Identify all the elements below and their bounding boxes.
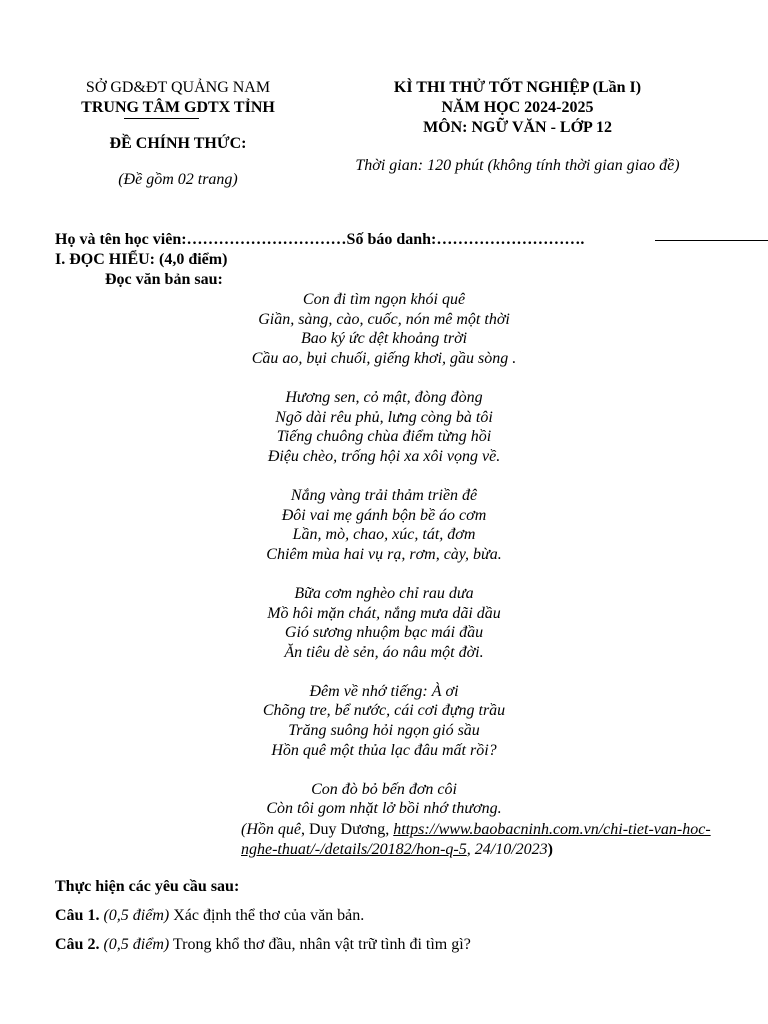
poem-line: Cầu ao, bụi chuối, giếng khơi, gầu sòng . bbox=[251, 349, 517, 367]
question-label: Câu 2. bbox=[55, 936, 100, 953]
poem-line: Con đi tìm ngọn khói quê bbox=[302, 291, 466, 308]
requirements-heading: Thực hiện các yêu cầu sau: bbox=[55, 878, 240, 895]
poem-source bbox=[241, 820, 721, 860]
stanza bbox=[0, 290, 768, 368]
poem-line: Chiêm mùa hai vụ rạ, rơm, cày, bừa. bbox=[266, 545, 502, 563]
poem-line: Bữa cơm nghèo chỉ rau dưa bbox=[294, 584, 474, 602]
header-right bbox=[320, 78, 715, 176]
time-allowed: Thời gian: 120 phút (không tính thời gian giao đề) bbox=[355, 157, 680, 174]
poem-line: Ngõ dài rêu phủ, lưng còng bà tôi bbox=[275, 408, 493, 426]
poem-line: Chõng tre, bể nước, cái cơi đựng trầu bbox=[262, 702, 506, 720]
student-info: Họ và tên học viên:…………………………Số báo danh:………………………. bbox=[55, 231, 585, 248]
read-prompt: Đọc văn bản sau: bbox=[105, 271, 223, 288]
question-text: Trong khổ thơ đầu, nhân vật trữ tình đi tìm gì? bbox=[169, 936, 471, 953]
poem-line: Con đò bỏ bến đơn côi bbox=[311, 780, 457, 798]
source-close: ) bbox=[547, 841, 553, 858]
poem-line: Nắng vàng trải thảm triền đê bbox=[290, 486, 478, 504]
poem-line: Trăng suông hỏi ngọn gió sầu bbox=[288, 722, 480, 740]
poem-line: Bao ký ức dệt khoảng trời bbox=[300, 330, 468, 348]
poem bbox=[0, 290, 768, 819]
question-2 bbox=[55, 935, 471, 955]
poem-line: Đêm về nhớ tiếng: À ơi bbox=[309, 682, 459, 700]
source-date: , 24/10/2023 bbox=[466, 841, 548, 858]
page-count: (Đề gồm 02 trang) bbox=[118, 171, 238, 188]
school-year: NĂM HỌC 2024-2025 bbox=[441, 99, 594, 116]
question-label: Câu 1. bbox=[55, 907, 100, 924]
subject: MÔN: NGỮ VĂN - LỚP 12 bbox=[423, 119, 612, 136]
source-author: , Duy Dương, bbox=[300, 821, 394, 838]
poem-line: Lần, mò, chao, xúc, tát, đơm bbox=[292, 526, 476, 544]
poem-line: Còn tôi gom nhặt lở bồi nhớ thương. bbox=[266, 800, 502, 818]
info-rule bbox=[655, 240, 768, 241]
question-1 bbox=[55, 906, 364, 926]
question-points: (0,5 điểm) bbox=[103, 936, 170, 953]
center-name: TRUNG TÂM GDTX TỈNH bbox=[81, 99, 275, 116]
stanza bbox=[0, 486, 768, 564]
section-heading: I. ĐỌC HIỂU: (4,0 điểm) bbox=[55, 251, 228, 268]
header-left bbox=[58, 78, 298, 190]
official-label: ĐỀ CHÍNH THỨC: bbox=[109, 135, 247, 152]
poem-line: Tiếng chuông chùa điểm từng hồi bbox=[276, 428, 492, 446]
poem-line: Hương sen, cỏ mật, đòng đòng bbox=[285, 388, 483, 406]
exam-title: KÌ THI THỬ TỐT NGHIỆP (Lần I) bbox=[393, 79, 642, 96]
question-text: Xác định thể thơ của văn bản. bbox=[169, 907, 365, 924]
stanza bbox=[0, 780, 768, 819]
stanza bbox=[0, 388, 768, 466]
poem-line: Ăn tiêu dè sẻn, áo nâu một đời. bbox=[284, 643, 484, 661]
poem-line: Mồ hôi mặn chát, nắng mưa dãi dầu bbox=[267, 604, 501, 622]
source-link[interactable]: https://www.baobacninh.com.vn/chi-tiet-van-hoc-nghe-thuat/-/details/20182/hon-q-5 bbox=[241, 821, 711, 858]
poem-line: Điệu chèo, trống hội xa xôi vọng về. bbox=[267, 447, 501, 465]
poem-line: Hồn quê một thủa lạc đâu mất rồi? bbox=[271, 741, 497, 759]
source-title: (Hồn quê bbox=[241, 821, 301, 838]
poem-line: Gió sương nhuộm bạc mái đầu bbox=[284, 624, 484, 642]
poem-line: Đôi vai mẹ gánh bộn bề áo cơm bbox=[281, 506, 487, 524]
department-name: SỞ GD&ĐT QUẢNG NAM bbox=[85, 79, 271, 96]
stanza bbox=[0, 584, 768, 662]
poem-line: Giần, sàng, cào, cuốc, nón mê một thời bbox=[258, 310, 510, 328]
stanza bbox=[0, 682, 768, 760]
header-divider bbox=[124, 118, 199, 119]
question-points: (0,5 điểm) bbox=[103, 907, 170, 924]
